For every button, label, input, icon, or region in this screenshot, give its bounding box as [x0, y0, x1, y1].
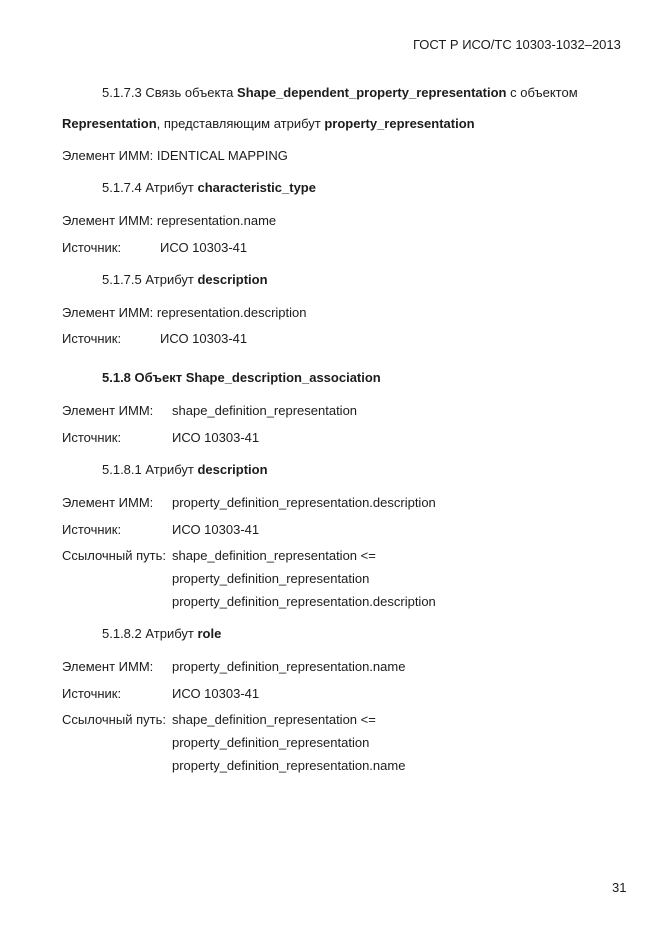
aim-value: property_definition_representation.name [172, 659, 406, 674]
section-number: 5.1.7.4 [102, 180, 142, 195]
section-text: Атрибут [145, 272, 194, 287]
section-5173-line1 [102, 85, 578, 101]
attribute-name: role [197, 626, 222, 641]
attribute-name: characteristic_type [197, 180, 316, 195]
section-5181-heading [102, 462, 268, 478]
reference-path-line: shape_definition_representation <= [172, 712, 376, 727]
section-5174-heading [102, 180, 316, 196]
attribute-name: description [197, 272, 268, 287]
source-label: Источник: [62, 522, 122, 537]
aim-element-row [62, 305, 306, 321]
source-label: Источник: [62, 240, 122, 255]
section-text: с объектом [510, 85, 578, 100]
aim-value: IDENTICAL MAPPING [156, 148, 288, 163]
source-value: ИСО 10303-41 [172, 522, 260, 537]
aim-value: representation.description [156, 305, 307, 320]
reference-path-line: property_definition_representation.name [172, 758, 406, 773]
aim-label: Элемент ИММ: [62, 403, 154, 418]
reference-path-label: Ссылочный путь: [62, 712, 166, 727]
section-number: 5.1.7.3 [102, 85, 142, 100]
section-518-heading: 5.1.8 Объект Shape_description_association [102, 370, 381, 385]
section-number: 5.1.8.2 [102, 626, 142, 641]
reference-path-line: property_definition_representation [172, 571, 370, 586]
section-text: Атрибут [145, 462, 194, 477]
source-value: ИСО 10303-41 [172, 430, 260, 445]
attribute-name: property_representation [324, 116, 475, 131]
source-label: Источник: [62, 686, 122, 701]
aim-value: property_definition_representation.description [172, 495, 436, 510]
reference-path-label: Ссылочный путь: [62, 548, 166, 563]
reference-path-line: shape_definition_representation <= [172, 548, 376, 563]
entity-name: Representation [62, 116, 157, 131]
source-value: ИСО 10303-41 [172, 686, 260, 701]
aim-label: Элемент ИММ: [62, 305, 154, 320]
aim-element-row [62, 148, 288, 164]
section-text: , представляющим атрибут [156, 116, 321, 131]
section-5175-heading [102, 272, 268, 288]
section-5182-heading [102, 626, 221, 642]
section-text: Атрибут [145, 626, 194, 641]
section-text: Атрибут [145, 180, 194, 195]
entity-name: Shape_dependent_property_representation [237, 85, 507, 100]
section-number: 5.1.7.5 [102, 272, 142, 287]
section-number: 5.1.8.1 [102, 462, 142, 477]
aim-label: Элемент ИММ: [62, 659, 154, 674]
section-5173-line2 [62, 116, 475, 132]
source-label: Источник: [62, 331, 122, 346]
document-id-header: ГОСТ Р ИСО/ТС 10303-1032–2013 [413, 37, 621, 52]
aim-value: representation.name [156, 213, 277, 228]
source-label: Источник: [62, 430, 122, 445]
attribute-name: description [197, 462, 268, 477]
aim-element-row [62, 213, 276, 229]
aim-label: Элемент ИММ: [62, 213, 154, 228]
reference-path-line: property_definition_representation.description [172, 594, 436, 609]
aim-label: Элемент ИММ: [62, 495, 154, 510]
reference-path-line: property_definition_representation [172, 735, 370, 750]
aim-label: Элемент ИММ: [62, 148, 154, 163]
page-number: 31 [612, 880, 627, 895]
section-text: Связь объекта [145, 85, 234, 100]
source-value: ИСО 10303-41 [160, 331, 248, 346]
source-value: ИСО 10303-41 [160, 240, 248, 255]
aim-value: shape_definition_representation [172, 403, 358, 418]
